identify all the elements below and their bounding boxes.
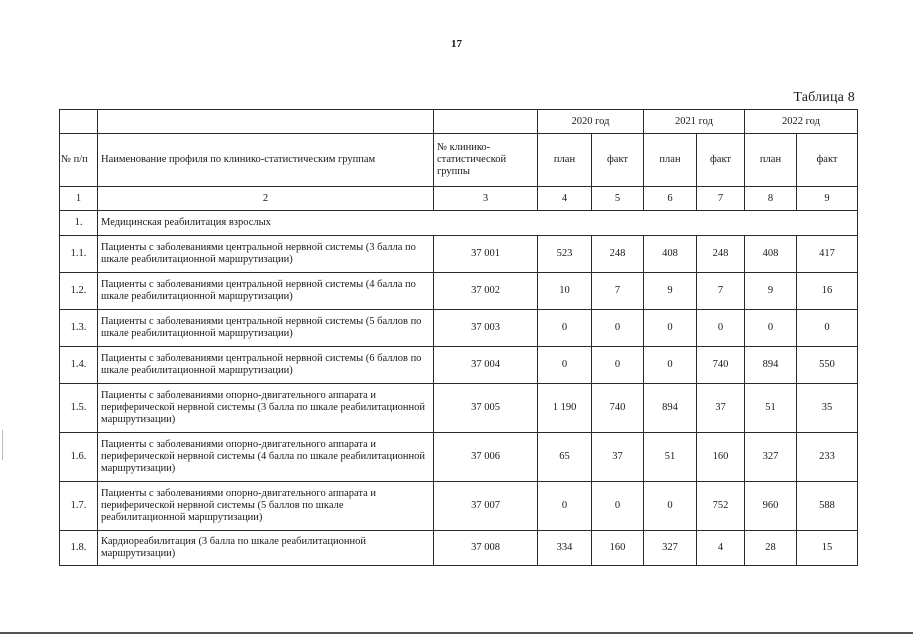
plan-2021: 9: [644, 273, 697, 310]
column-number-row: [60, 187, 858, 211]
table-row: [60, 531, 858, 566]
row-number: 1.7.: [60, 482, 98, 531]
fact-2021: 160: [697, 433, 745, 482]
plan-2020: 0: [538, 347, 592, 384]
fact-2020: 0: [592, 347, 644, 384]
table-row: [60, 482, 858, 531]
year-header: 2022 год: [745, 110, 858, 134]
column-header-fact: факт: [592, 134, 644, 187]
year-header: 2020 год: [538, 110, 644, 134]
row-code: 37 006: [434, 433, 538, 482]
table-row: [60, 347, 858, 384]
plan-2022: 0: [745, 310, 797, 347]
row-number: 1.8.: [60, 531, 98, 566]
row-code: 37 001: [434, 236, 538, 273]
column-header-fact: факт: [797, 134, 858, 187]
column-header-name: Наименование профиля по клинико-статистическим группам: [98, 134, 434, 187]
row-number: 1.6.: [60, 433, 98, 482]
section-number: 1.: [60, 211, 98, 236]
fact-2021: 248: [697, 236, 745, 273]
column-header-plan: план: [745, 134, 797, 187]
row-name: Пациенты с заболеваниями центральной нервной системы (5 баллов по шкале реабилитационной маршрутизации): [98, 310, 434, 347]
fact-2021: 7: [697, 273, 745, 310]
empty-header-cell: [434, 110, 538, 134]
row-code: 37 007: [434, 482, 538, 531]
page-number: 17: [451, 38, 462, 50]
fact-2022: 233: [797, 433, 858, 482]
section-row: [60, 211, 858, 236]
column-header-fact: факт: [697, 134, 745, 187]
fact-2021: 0: [697, 310, 745, 347]
fact-2022: 35: [797, 384, 858, 433]
plan-2021: 51: [644, 433, 697, 482]
plan-2020: 334: [538, 531, 592, 566]
plan-2020: 65: [538, 433, 592, 482]
plan-2020: 523: [538, 236, 592, 273]
fact-2022: 550: [797, 347, 858, 384]
column-number: 1: [60, 187, 98, 211]
plan-2020: 0: [538, 310, 592, 347]
plan-2021: 408: [644, 236, 697, 273]
row-code: 37 004: [434, 347, 538, 384]
plan-2021: 894: [644, 384, 697, 433]
fact-2022: 0: [797, 310, 858, 347]
page-bottom-edge: [0, 632, 913, 634]
fact-2022: 16: [797, 273, 858, 310]
plan-2022: 51: [745, 384, 797, 433]
column-header-plan: план: [644, 134, 697, 187]
column-number: 4: [538, 187, 592, 211]
table-body: [60, 110, 858, 566]
plan-2022: 408: [745, 236, 797, 273]
row-code: 37 008: [434, 531, 538, 566]
row-name: Пациенты с заболеваниями опорно-двигательного аппарата и периферической нервной системы (4 балла по шкале реабилитационной маршрутизации): [98, 433, 434, 482]
year-header: 2021 год: [644, 110, 745, 134]
row-name: Пациенты с заболеваниями опорно-двигательного аппарата и периферической нервной системы (5 баллов по шкале реабилитационной маршрутизации): [98, 482, 434, 531]
fact-2020: 37: [592, 433, 644, 482]
empty-header-cell: [98, 110, 434, 134]
table-row: [60, 273, 858, 310]
empty-header-cell: [60, 110, 98, 134]
fact-2021: 4: [697, 531, 745, 566]
fact-2021: 752: [697, 482, 745, 531]
row-code: 37 003: [434, 310, 538, 347]
plan-2022: 894: [745, 347, 797, 384]
fact-2020: 0: [592, 310, 644, 347]
plan-2021: 0: [644, 482, 697, 531]
plan-2022: 28: [745, 531, 797, 566]
plan-2022: 327: [745, 433, 797, 482]
plan-2021: 0: [644, 347, 697, 384]
column-number: 5: [592, 187, 644, 211]
fact-2021: 740: [697, 347, 745, 384]
fact-2020: 0: [592, 482, 644, 531]
plan-2022: 960: [745, 482, 797, 531]
row-code: 37 005: [434, 384, 538, 433]
row-name: Пациенты с заболеваниями опорно-двигательного аппарата и периферической нервной системы (3 балла по шкале реабилитационной маршрутизации): [98, 384, 434, 433]
table-row: [60, 310, 858, 347]
year-header-row: [60, 110, 858, 134]
column-number: 8: [745, 187, 797, 211]
plan-2021: 0: [644, 310, 697, 347]
data-table: [59, 109, 858, 566]
plan-2022: 9: [745, 273, 797, 310]
row-code: 37 002: [434, 273, 538, 310]
table-row: [60, 236, 858, 273]
table-row: [60, 384, 858, 433]
fact-2020: 248: [592, 236, 644, 273]
row-name: Пациенты с заболеваниями центральной нервной системы (3 балла по шкале реабилитационной маршрутизации): [98, 236, 434, 273]
fact-2021: 37: [697, 384, 745, 433]
column-number: 3: [434, 187, 538, 211]
column-header-row: [60, 134, 858, 187]
plan-2020: 1 190: [538, 384, 592, 433]
plan-2020: 0: [538, 482, 592, 531]
fact-2022: 15: [797, 531, 858, 566]
row-number: 1.2.: [60, 273, 98, 310]
column-header-code: № клинико-статистической группы: [434, 134, 538, 187]
table-row: [60, 433, 858, 482]
scan-edge-mark: [2, 430, 3, 460]
fact-2020: 740: [592, 384, 644, 433]
table-caption: Таблица 8: [793, 90, 855, 105]
column-number: 9: [797, 187, 858, 211]
fact-2020: 160: [592, 531, 644, 566]
section-title: Медицинская реабилитация взрослых: [98, 211, 858, 236]
row-number: 1.5.: [60, 384, 98, 433]
column-number: 7: [697, 187, 745, 211]
row-number: 1.4.: [60, 347, 98, 384]
fact-2020: 7: [592, 273, 644, 310]
row-name: Пациенты с заболеваниями центральной нервной системы (4 балла по шкале реабилитационной маршрутизации): [98, 273, 434, 310]
column-header-plan: план: [538, 134, 592, 187]
row-number: 1.3.: [60, 310, 98, 347]
row-number: 1.1.: [60, 236, 98, 273]
row-name: Пациенты с заболеваниями центральной нервной системы (6 баллов по шкале реабилитационной маршрутизации): [98, 347, 434, 384]
plan-2020: 10: [538, 273, 592, 310]
fact-2022: 588: [797, 482, 858, 531]
fact-2022: 417: [797, 236, 858, 273]
column-header-num: № п/п: [60, 134, 98, 187]
column-number: 2: [98, 187, 434, 211]
plan-2021: 327: [644, 531, 697, 566]
column-number: 6: [644, 187, 697, 211]
row-name: Кардиореабилитация (3 балла по шкале реабилитационной маршрутизации): [98, 531, 434, 566]
